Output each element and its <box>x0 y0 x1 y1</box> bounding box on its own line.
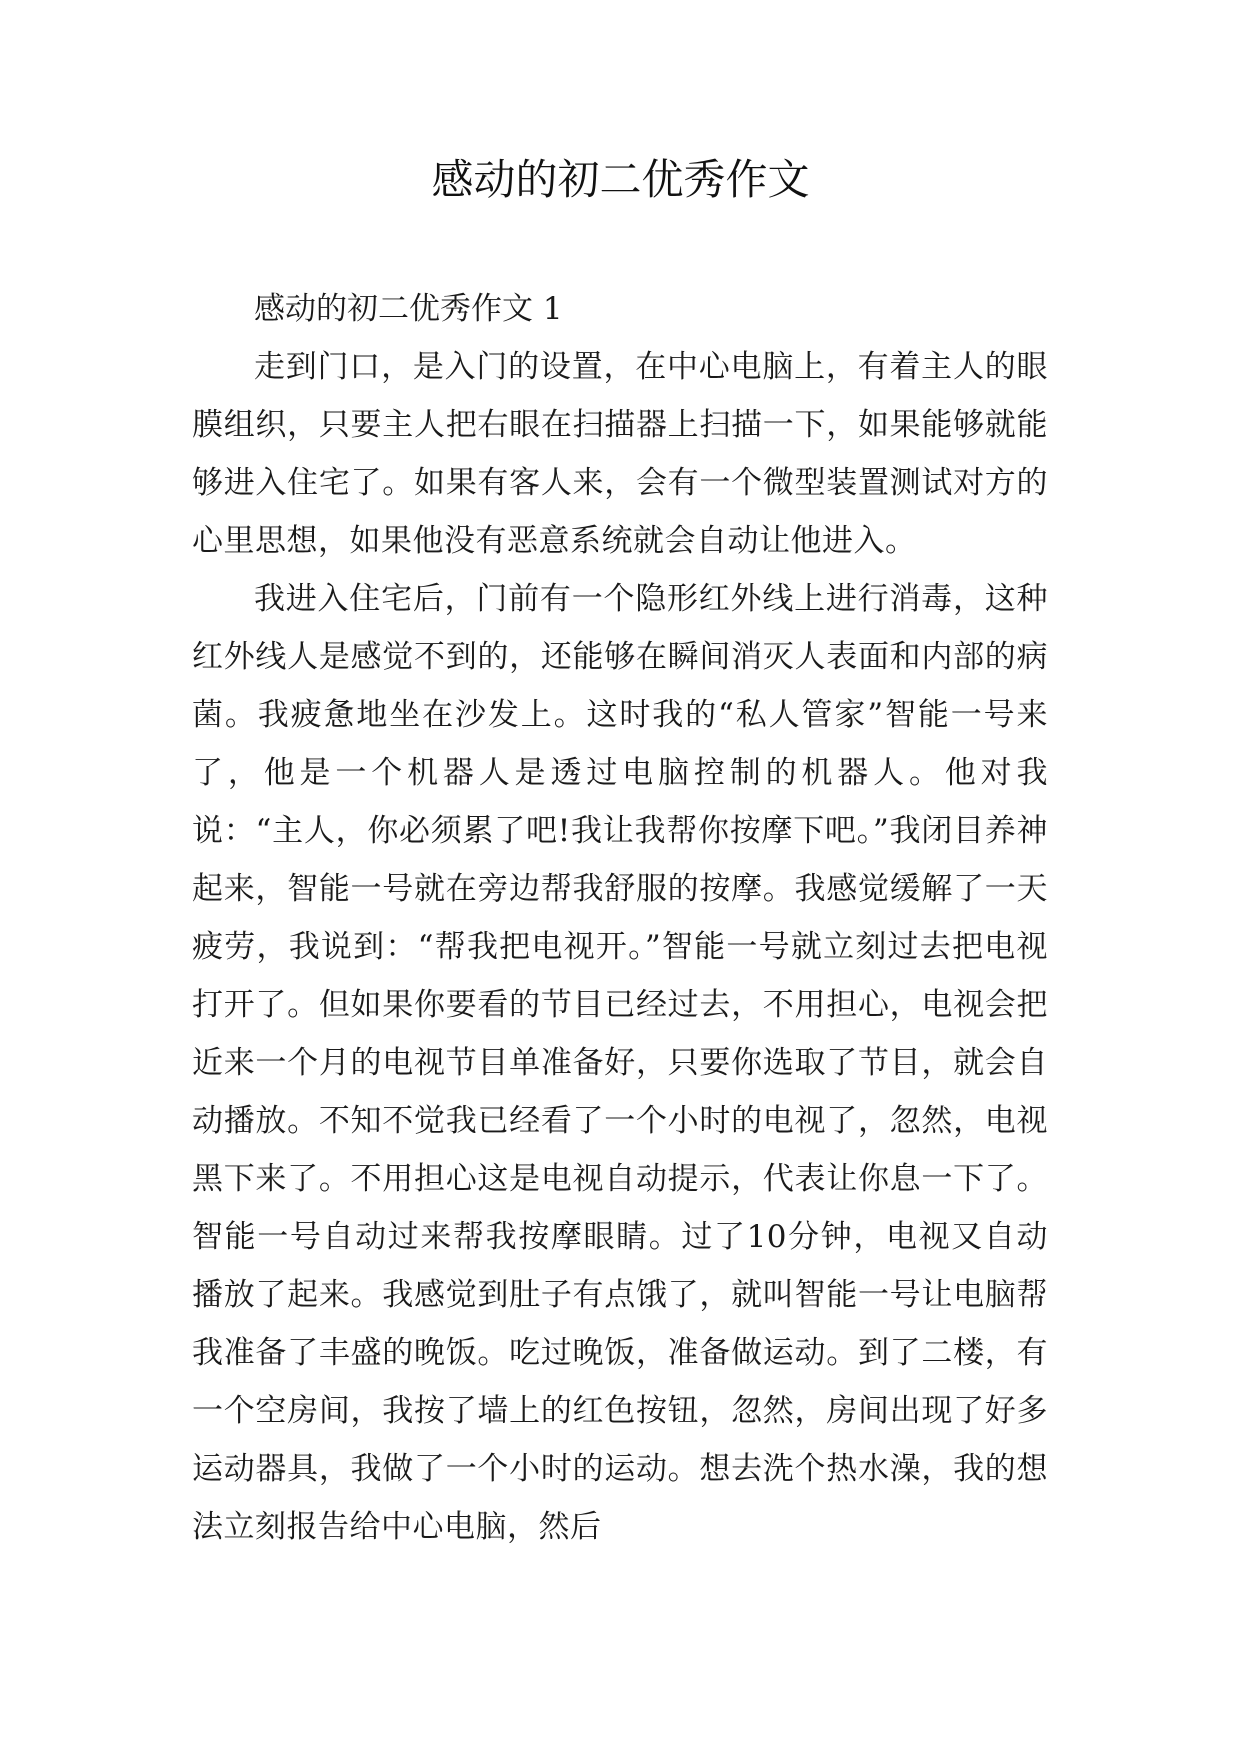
section-heading: 感动的初二优秀作文 1 <box>254 291 563 327</box>
document-body <box>192 280 1048 1556</box>
document-title: 感动的初二优秀作文 <box>431 155 810 204</box>
paragraph-1: 走到门口，是入门的设置，在中心电脑上，有着主人的眼膜组织，只要主人把右眼在扫描器上扫描一下，如果能够就能够进入住宅了。如果有客人来，会有一个微型装置测试对方的心里思想，如果他没有恶意系统就会自动让他进入。 <box>192 349 1048 559</box>
paragraph-2: 我进入住宅后，门前有一个隐形红外线上进行消毒，这种红外线人是感觉不到的，还能够在瞬间消灭人表面和内部的病菌。我疲惫地坐在沙发上。这时我的“私人管家”智能一号来了，他是一个机器人是透过电脑控制的机器人。他对我说：“主人，你必须累了吧!我让我帮你按摩下吧。”我闭目养神起来，智能一号就在旁边帮我舒服的按摩。我感觉缓解了一天疲劳，我说到：“帮我把电视开。”智能一号就立刻过去把电视打开了。但如果你要看的节目已经过去，不用担心，电视会把近来一个月的电视节目单准备好，只要你选取了节目，就会自动播放。不知不觉我已经看了一个小时的电视了，忽然，电视黑下来了。不用担心这是电视自动提示，代表让你息一下了。智能一号自动过来帮我按摩眼睛。过了10分钟，电视又自动播放了起来。我感觉到肚子有点饿了，就叫智能一号让电脑帮我准备了丰盛的晚饭。吃过晚饭，准备做运动。到了二楼，有一个空房间，我按了墙上的红色按钮，忽然，房间出现了好多运动器具，我做了一个小时的运动。想去洗个热水澡，我的想法立刻报告给中心电脑，然后 <box>192 581 1048 1545</box>
